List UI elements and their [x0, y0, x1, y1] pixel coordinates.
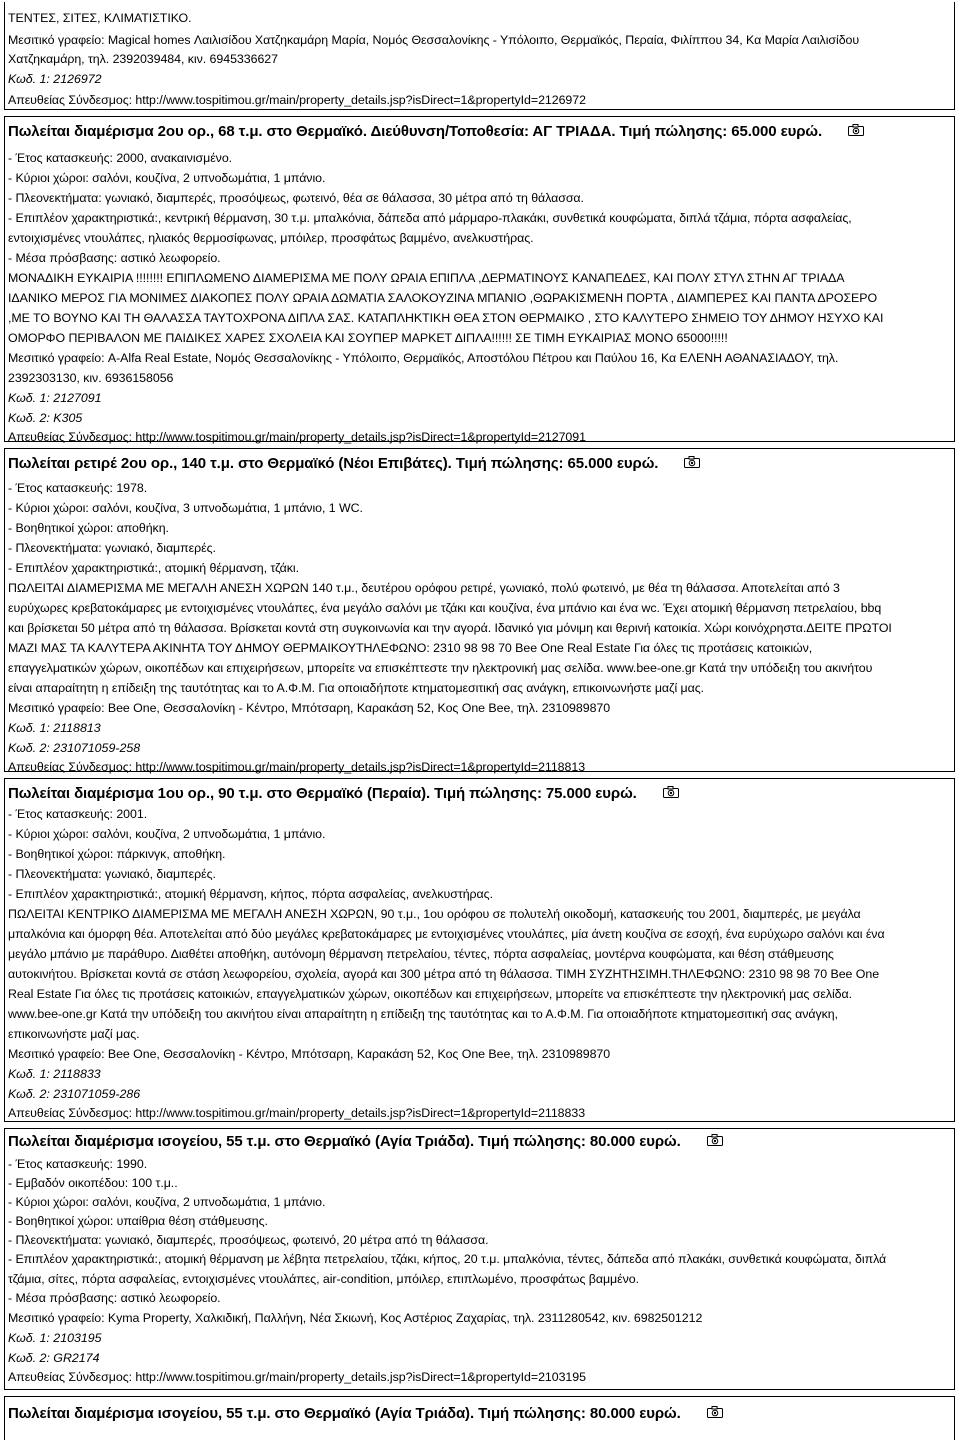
property-code-1: Κωδ. 1: 2126972 [8, 72, 102, 86]
listing-0-line: ΤΕΝΤΕΣ, ΣΙΤΕΣ, ΚΛΙΜΑΤΙΣΤΙΚΟ. [8, 11, 192, 25]
listing-line: ευρύχωρες κρεβατοκάμαρες με εντοιχισμένες ντουλάπες, ένα μεγάλο σαλόνι με τζάκι και κουζίνα, ένα μπάνιο και ένα wc. Έχει ατομική θέρμανση πετρελαίου, bbq [8, 601, 882, 615]
listing-line: - Πλεονεκτήματα: γωνιακό, διαμπερές. [8, 541, 216, 555]
listing-title-text: Πωλείται διαμέρισμα 1ου ορ., 90 τ.μ. στο Θερμαϊκό (Περαία). Τιμή πώλησης: 75.000 ευρώ. [8, 785, 637, 802]
listing-title [8, 457, 700, 471]
camera-icon[interactable] [848, 124, 864, 136]
listing-0-line: Χατζηκαμάρη, τηλ. 2392039484, κιν. 6945336627 [8, 52, 278, 66]
listing-line: εντοιχισμένες ντουλάπες, ηλιακός θερμοσίφωνας, μπόιλερ, προσφάτως βαμμένο, ανελκυστήρας. [8, 231, 534, 245]
listing-title [8, 787, 679, 801]
property-code-2: Κωδ. 2: 231071059-258 [8, 741, 141, 755]
listing-line: 2392303130, κιν. 6936158056 [8, 371, 174, 385]
listing-line: - Κύριοι χώροι: σαλόνι, κουζίνα, 2 υπνοδωμάτια, 1 μπάνιο. [8, 827, 326, 841]
listing-line: - Πλεονεκτήματα: γωνιακό, διαμπερές, προσόψεως, φωτεινό, 20 μέτρα από τη θάλασσα. [8, 1233, 489, 1247]
property-code-1: Κωδ. 1: 2103195 [8, 1331, 102, 1345]
listing-line: Μεσιτικό γραφείο: Bee One, Θεσσαλονίκη - Κέντρο, Μπότσαρη, Καρακάση 52, Κος One Bee, τηλ. 2310989870 [8, 701, 611, 715]
listing-line: μεγάλο μπάνιο με παράθυρο. Διαθέτει αποθήκη, αυτόνομη θέρμανση πετρελαίου, τέντες, πόρτα ασφαλείας, μοντέρνα κουφώματα, και θέση στάθμευσης [8, 947, 834, 961]
listing-0 [4, 2, 955, 110]
listing-line: - Πλεονεκτήματα: γωνιακό, διαμπερές, προσόψεως, φωτεινό, θέα σε θάλασσα, 30 μέτρα από τη θάλασσα. [8, 191, 584, 205]
listing-line: ΠΩΛΕΙΤΑΙ ΚΕΝΤΡΙΚΟ ΔΙΑΜΕΡΙΣΜΑ ΜΕ ΜΕΓΑΛΗ ΑΝΕΣΗ ΧΩΡΩΝ, 90 τ.μ., 1ου ορόφου σε πολυτελή οικοδομή, κατασκευής του 2001, διαμπερές, με μεγάλα [8, 907, 861, 921]
listing-line: - Πλεονεκτήματα: γωνιακό, διαμπερές. [8, 867, 216, 881]
listing-1 [4, 116, 955, 442]
camera-icon[interactable] [707, 1134, 723, 1146]
listing-title [8, 125, 864, 139]
direct-link[interactable]: Απευθείας Σύνδεσμος: http://www.tospitimou.gr/main/property_details.jsp?isDirect=1&propertyId=2103195 [8, 1370, 586, 1384]
camera-icon[interactable] [707, 1406, 723, 1418]
listing-line: ,ΜΕ ΤΟ ΒΟΥΝΟ ΚΑΙ ΤΗ ΘΑΛΑΣΣΑ ΤΑΥΤΟΧΡΟΝΑ ΔΙΠΛΑ ΣΑΣ. ΚΑΤΑΠΛΗΚΤΙΚΗ ΘΕΑ ΣΤΟΝ ΘΕΡΜΑΙΚΟ , ΣΤΟ ΚΑΛΥΤΕΡΟ ΣΗΜΕΙΟ ΤΟΥ ΔΗΜΟΥ ΗΣΥΧΟ ΚΑΙ [8, 311, 884, 325]
listing-line: τζάμια, σίτες, πόρτα ασφαλείας, εντοιχισμένες ντουλάπες, air-condition, μπόιλερ, επιπλωμένο, προσφάτως βαμμένο. [8, 1272, 640, 1286]
property-code-1: Κωδ. 1: 2118813 [8, 721, 101, 735]
listing-line: - Εμβαδόν οικοπέδου: 100 τ.μ.. [8, 1176, 178, 1190]
listing-line: - Επιπλέον χαρακτηριστικά:, ατομική θέρμανση, τζάκι. [8, 561, 299, 575]
listing-line: ΠΩΛΕΙΤΑΙ ΔΙΑΜΕΡΙΣΜΑ ΜΕ ΜΕΓΑΛΗ ΑΝΕΣΗ ΧΩΡΩΝ 140 τ.μ., δευτέρου ορόφου ρετιρέ, γωνιακό, πολύ φωτεινό, με θέα τη θάλασσα. Αποτελείται από 3 [8, 581, 840, 595]
listing-line: - Έτος κατασκευής: 2001. [8, 807, 148, 821]
property-code-1: Κωδ. 1: 2118833 [8, 1067, 101, 1081]
listing-0-line: Μεσιτικό γραφείο: Magical homes Λαιλισίδου Χατζηκαμάρη Μαρία, Νομός Θεσσαλονίκης - Υπόλοιπο, Θερμαϊκός, Περαία, Φιλίππου 34, Κα Μαρία Λαιλισίδου [8, 33, 860, 47]
camera-icon[interactable] [663, 786, 679, 798]
listing-line: - Βοηθητικοί χώροι: αποθήκη. [8, 521, 169, 535]
listing-line: Real Estate Για όλες τις προτάσεις κατοικιών, επαγγελματικών χώρων, οικοπέδων και επιχειρήσεων, μπορείτε να επισκέπτεστε την ηλεκτρονική μας σελίδα. [8, 987, 853, 1001]
listing-line: - Επιπλέον χαρακτηριστικά:, ατομική θέρμανση με λέβητα πετρελαίου, τζάκι, κήπος, 20 τ.μ. μπαλκόνια, τέντες, δάπεδα από πλακάκι, συνθετικά κουφώματα, διπλά [8, 1252, 887, 1266]
listing-title-text: Πωλείται διαμέρισμα ισογείου, 55 τ.μ. στο Θερμαϊκό (Αγία Τριάδα). Τιμή πώλησης: 80.000 ευρώ. [8, 1405, 681, 1422]
listing-line: - Μέσα πρόσβασης: αστικό λεωφορείο. [8, 1291, 221, 1305]
listing-line: και βρίσκεται 50 μέτρα από τη θάλασσα. Βρίσκεται κοντά στη συγκοινωνία και την αγορά. Ιδανικό για μόνιμη και θερινή κατοικία. Χώρι κοινόχρηστα.ΔΕΙΤΕ ΠΡΩΤΟΙ [8, 621, 892, 635]
listing-line: - Έτος κατασκευής: 1990. [8, 1157, 148, 1171]
listing-line: - Επιπλέον χαρακτηριστικά:, ατομική θέρμανση, κήπος, πόρτα ασφαλείας, ανελκυστήρας. [8, 887, 493, 901]
listing-5 [4, 1396, 955, 1440]
listing-line: Μεσιτικό γραφείο: A-Alfa Real Estate, Νομός Θεσσαλονίκης - Υπόλοιπο, Θερμαϊκός, Αποστόλου Πέτρου και Παύλου 16, Κα ΕΛΕΝΗ ΑΘΑΝΑΣΙΑΔΟΥ, τηλ. [8, 351, 839, 365]
listing-line: επικοινωνήστε μαζί μας. [8, 1027, 140, 1041]
listing-line: - Έτος κατασκευής: 1978. [8, 481, 148, 495]
listing-line: www.bee-one.gr Κατά την υπόδειξη του ακινήτου είναι απαραίτητη η επίδειξη της ταυτότητας και το Α.Φ.Μ. Για οποιαδήποτε κτηματομεσιτική σας ανάγκη, [8, 1007, 839, 1021]
listing-line: - Κύριοι χώροι: σαλόνι, κουζίνα, 2 υπνοδωμάτια, 1 μπάνιο. [8, 1195, 326, 1209]
listing-line: - Βοηθητικοί χώροι: πάρκινγκ, αποθήκη. [8, 847, 226, 861]
listing-line: ΜΟΝΑΔΙΚΗ ΕΥΚΑΙΡΙΑ !!!!!!!! ΕΠΙΠΛΩΜΕΝΟ ΔΙΑΜΕΡΙΣΜΑ ΜΕ ΠΟΛΥ ΩΡΑΙΑ ΕΠΙΠΛΑ ,ΔΕΡΜΑΤΙΝΟΥΣ ΚΑΝΑΠΕΔΕΣ, ΚΑΙ ΠΟΛΥ ΣΤΥΛ ΣΤΗΝ ΑΓ ΤΡΙΑΔΑ [8, 271, 845, 285]
property-code-2: Κωδ. 2: GR2174 [8, 1351, 100, 1365]
listing-line: ΟΜΟΡΦΟ ΠΕΡΙΒΑΛΟΝ ΜΕ ΠΑΙΔΙΚΕΣ ΧΑΡΕΣ ΣΧΟΛΕΙΑ ΚΑΙ ΣΟΥΠΕΡ ΜΑΡΚΕΤ ΔΙΠΛΑ!!!!!! ΣΕ ΤΙΜΗ ΕΥΚΑΙΡΙΑΣ ΜΟΝΟ 65000!!!!! [8, 331, 728, 345]
property-code-1: Κωδ. 1: 2127091 [8, 391, 102, 405]
listing-2 [4, 448, 955, 772]
listing-4 [4, 1128, 955, 1390]
listing-line: Μεσιτικό γραφείο: Bee One, Θεσσαλονίκη - Κέντρο, Μπότσαρη, Καρακάση 52, Κος One Bee, τηλ. 2310989870 [8, 1047, 611, 1061]
direct-link[interactable]: Απευθείας Σύνδεσμος: http://www.tospitimou.gr/main/property_details.jsp?isDirect=1&propertyId=2127091 [8, 430, 586, 444]
listing-title [8, 1135, 723, 1149]
listing-line: μπαλκόνια και όμορφη θέα. Αποτελείται από δύο μεγάλες κρεβατοκάμαρες με εντοιχισμένες ντουλάπες, μία άνετη κουζίνα σε εσοχή, ένα ευρύχωρο σαλόνι και ένα [8, 927, 885, 941]
listing-line: - Κύριοι χώροι: σαλόνι, κουζίνα, 2 υπνοδωμάτια, 1 μπάνιο. [8, 171, 326, 185]
listing-line: ΜΑΖΙ ΜΑΣ ΤΑ ΚΑΛΥΤΕΡΑ ΑΚΙΝΗΤΑ ΤΟΥ ΔΗΜΟΥ ΘΕΡΜΑΙΚΟΥΤΗΛΕΦΩΝΟ: 2310 98 98 70 Bee One Real Estate Για όλες τις προτάσεις κατοικιών, [8, 641, 813, 655]
listing-title-text: Πωλείται διαμέρισμα 2ου ορ., 68 τ.μ. στο Θερμαϊκό. Διεύθυνση/Τοποθεσία: ΑΓ ΤΡΙΑΔΑ. Τιμή πώλησης: 65.000 ευρώ. [8, 123, 823, 140]
listing-line: επαγγελματικών χώρων, οικοπέδων και επιχειρήσεων, μπορείτε να επισκέπτεστε την ηλεκτρονική μας σελίδα. www.bee-one.gr Κατά την υπόδειξη του ακινήτου [8, 661, 873, 675]
listing-line: - Έτος κατασκευής: 2000, ανακαινισμένο. [8, 151, 233, 165]
listing-line: ΙΔΑΝΙΚΟ ΜΕΡΟΣ ΓΙΑ ΜΟΝΙΜΕΣ ΔΙΑΚΟΠΕΣ ΠΟΛΥ ΩΡΑΙΑ ΔΩΜΑΤΙΑ ΣΑΛΟΚΟΥΖΙΝΑ ΜΠΑΝΙΟ ,ΘΩΡΑΚΙΣΜΕΝΗ ΠΟΡΤΑ , ΔΙΑΜΠΕΡΕΣ ΚΑΙ ΠΑΝΤΑ ΔΡΟΣΕΡΟ [8, 291, 878, 305]
listing-3 [4, 778, 955, 1122]
direct-link[interactable]: Απευθείας Σύνδεσμος: http://www.tospitimou.gr/main/property_details.jsp?isDirect=1&propertyId=2118833 [8, 1106, 586, 1120]
listing-title [8, 1407, 723, 1421]
listing-line: - Βοηθητικοί χώροι: υπαίθρια θέση στάθμευσης. [8, 1214, 268, 1228]
listing-title-text: Πωλείται διαμέρισμα ισογείου, 55 τ.μ. στο Θερμαϊκό (Αγία Τριάδα). Τιμή πώλησης: 80.000 ευρώ. [8, 1133, 681, 1150]
direct-link[interactable]: Απευθείας Σύνδεσμος: http://www.tospitimou.gr/main/property_details.jsp?isDirect=1&propertyId=2126972 [8, 93, 586, 107]
listing-title-text: Πωλείται ρετιρέ 2ου ορ., 140 τ.μ. στο Θερμαϊκό (Νέοι Επιβάτες). Τιμή πώλησης: 65.000 ευρώ. [8, 455, 659, 472]
property-code-2: Κωδ. 2: 231071059-286 [8, 1087, 141, 1101]
listing-line: - Μέσα πρόσβασης: αστικό λεωφορείο. [8, 251, 221, 265]
listing-line: - Κύριοι χώροι: σαλόνι, κουζίνα, 3 υπνοδωμάτια, 1 μπάνιο, 1 WC. [8, 501, 363, 515]
listing-line: αυτοκινήτου. Βρίσκεται κοντά σε στάση λεωφορείου, σχολεία, αγορά και 300 μέτρα από τη θάλασσα. ΤΙΜΗ ΣΥΖΗΤΗΣΙΜΗ.ΤΗΛΕΦΩΝΟ: 2310 98 98 70 Bee One [8, 967, 880, 981]
camera-icon[interactable] [684, 456, 700, 468]
direct-link[interactable]: Απευθείας Σύνδεσμος: http://www.tospitimou.gr/main/property_details.jsp?isDirect=1&propertyId=2118813 [8, 760, 586, 774]
listing-line: είναι απαραίτητη η επίδειξη της ταυτότητας και το Α.Φ.Μ. Για οποιαδήποτε κτηματομεσιτική σας ανάγκη, επικοινωνήστε μαζί μας. [8, 681, 705, 695]
listing-line: - Επιπλέον χαρακτηριστικά:, κεντρική θέρμανση, 30 τ.μ. μπαλκόνια, δάπεδα από μάρμαρο-πλακάκι, συνθετικά κουφώματα, διπλά τζάμια, πόρτα ασφαλείας, [8, 211, 852, 225]
listing-line: Μεσιτικό γραφείο: Kyma Property, Χαλκιδική, Παλλήνη, Νέα Σκιωνή, Κος Αστέριος Ζαχαρίας, τηλ. 2311280542, κιν. 6982501212 [8, 1311, 703, 1325]
property-code-2: Κωδ. 2: K305 [8, 411, 83, 425]
